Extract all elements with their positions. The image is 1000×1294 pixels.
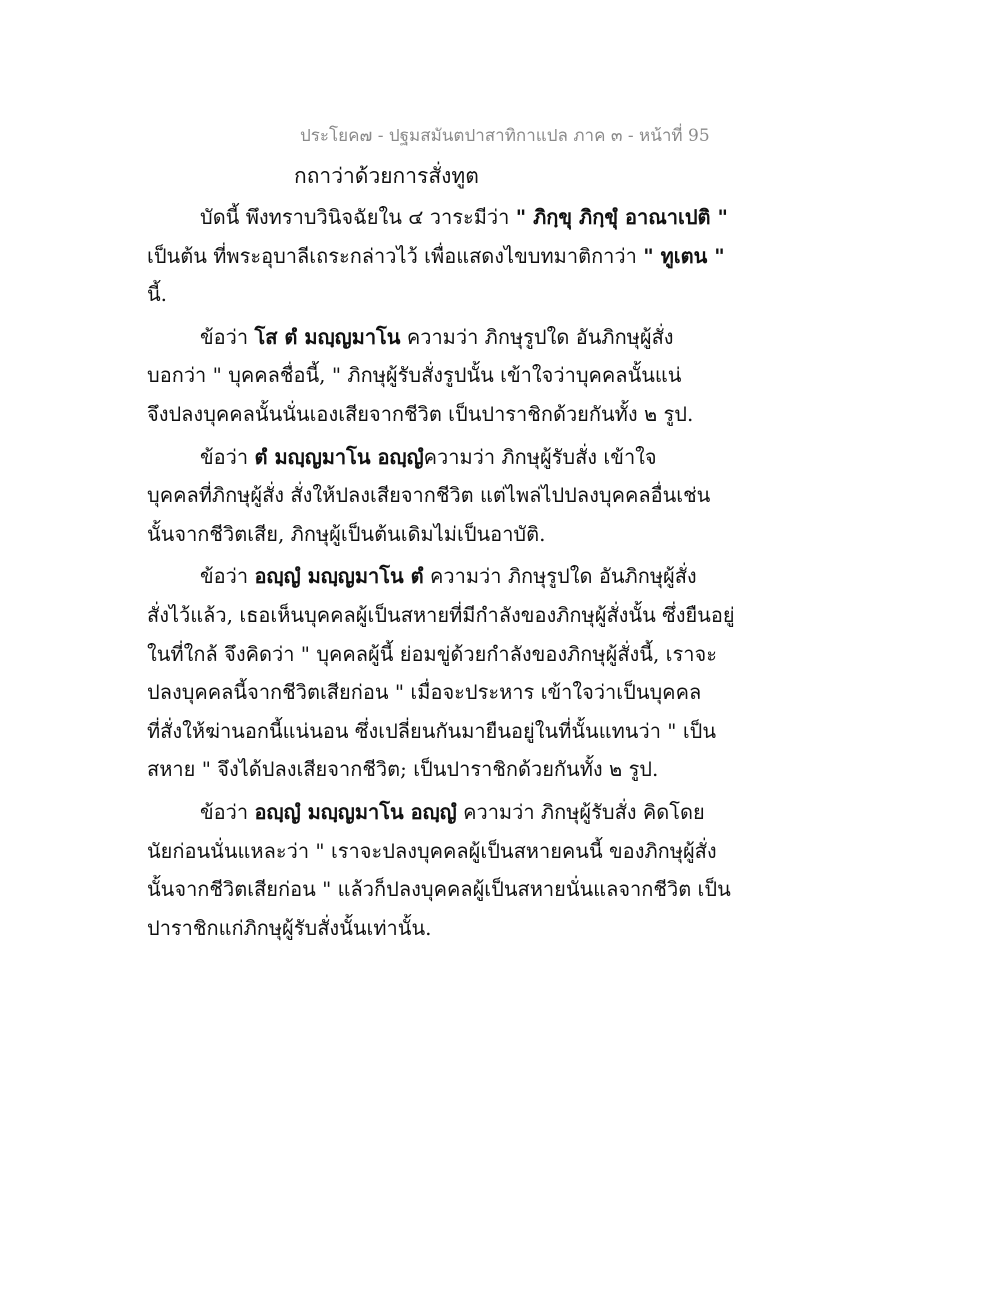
text-line: [147, 395, 717, 434]
text-run: ความว่า ภิกษุรูปใด อันภิกษุผู้สั่ง: [423, 564, 697, 589]
text-run: ปลงบุคคลนี้จากชีวิตเสียก่อน " เมื่อจะประหาร เข้าใจว่าเป็นบุคคล: [147, 680, 702, 705]
text-line: [147, 318, 717, 357]
text-run: ข้อว่า: [200, 324, 255, 349]
text-run: ข้อว่า: [200, 444, 255, 469]
text-run: สหาย " จึงได้ปลงเสียจากชีวิต; เป็นปาราชิกด้วยกันทั้ง ๒ รูป.: [147, 757, 659, 782]
text-run: นัยก่อนนั่นแหละว่า " เราจะปลงบุคคลผู้เป็นสหายคนนี้ ของภิกษุผู้สั่ง: [147, 838, 717, 863]
text-run: นั้นจากชีวิตเสียก่อน " แล้วก็ปลงบุคคลผู้เป็นสหายนั่นแลจากชีวิต เป็น: [147, 877, 731, 902]
text-run: สั่งไว้แล้ว, เธอเห็นบุคคลผู้เป็นสหายที่มีกำลังของภิกษุผู้สั่งนั้น ซึ่งยืนอยู่: [147, 602, 735, 627]
text-line: [147, 596, 735, 635]
text-run: นี้.: [147, 282, 168, 307]
text-line: [147, 712, 717, 751]
paragraph: [147, 793, 731, 947]
paragraph: [147, 198, 728, 314]
text-run: ความว่า ภิกษุผู้รับสั่ง คิดโดย: [456, 799, 705, 824]
text-run: จึงปลงบุคคลนั้นนั่นเองเสียจากชีวิต เป็นปาราชิกด้วยกันทั้ง ๒ รูป.: [147, 401, 694, 426]
paragraph: [147, 557, 735, 789]
pali-term: " ทูเตน ": [643, 243, 725, 268]
text-run: ปาราชิกแก่ภิกษุผู้รับสั่งนั้นเท่านั้น.: [147, 915, 432, 940]
text-run: เป็นต้น ที่พระอุบาลีเถระกล่าวไว้ เพื่อแสดงไขบทมาติกาว่า: [147, 243, 644, 268]
section-title: กถาว่าด้วยการสั่งทูต: [294, 164, 479, 188]
pali-term: ตํ มญฺญมาโน อญฺญํ: [254, 444, 424, 469]
text-line: [147, 356, 717, 395]
text-line: [147, 557, 717, 596]
text-line: [147, 275, 717, 314]
text-line: [147, 515, 717, 554]
text-run: บัดนี้ พึงทราบวินิจฉัยใน ๔ วาระมีว่า: [200, 205, 516, 229]
text-run: ความว่า ภิกษุรูปใด อันภิกษุผู้สั่ง: [400, 324, 674, 349]
text-run: ที่สั่งให้ฆ่านอกนี้แน่นอน ซึ่งเปลี่ยนกันมายืนอยู่ในที่นั้นแทนว่า " เป็น: [147, 718, 717, 743]
text-line: [147, 635, 717, 674]
text-line: [147, 870, 731, 909]
text-line: [147, 237, 725, 276]
pali-term: อญฺญํ มญฺญมาโน อญฺญํ: [254, 799, 457, 824]
text-line: [147, 198, 728, 237]
text-line: [147, 438, 717, 477]
body-text: [147, 198, 735, 947]
text-line: [147, 832, 717, 871]
pali-term: อญฺญํ มญฺญมาโน ตํ: [254, 564, 424, 589]
text-run: ในที่ใกล้ จึงคิดว่า " บุคคลผู้นี้ ย่อมขู่ด้วยกำลังของภิกษุผู้สั่งนี้, เราจะ: [147, 641, 717, 666]
pali-term: " ภิกฺขุ ภิกฺขุํ อาณาเปติ ": [515, 205, 728, 229]
pali-term: โส ตํ มญฺญมาโน: [254, 324, 401, 349]
text-line: [147, 476, 717, 515]
text-run: บุคคลที่ภิกษุผู้สั่ง สั่งให้ปลงเสียจากชีวิต แต่ไพล่ไปปลงบุคคลอื่นเช่น: [147, 483, 711, 508]
running-header: ประโยค๗ - ปฐมสมันตปาสาทิกาแปล ภาค ๓ - หน้าที่ 95: [300, 126, 710, 146]
text-run: ข้อว่า: [200, 799, 255, 824]
text-line: [147, 909, 717, 948]
text-line: [147, 793, 717, 832]
paragraph: [147, 438, 717, 554]
paragraph: [147, 318, 717, 434]
text-run: นั้นจากชีวิตเสีย, ภิกษุผู้เป็นต้นเดิมไม่เป็นอาบัติ.: [147, 521, 546, 546]
text-line: [147, 673, 717, 712]
text-line: [147, 750, 717, 789]
text-run: บอกว่า " บุคคลชื่อนี้, " ภิกษุผู้รับสั่งรูปนั้น เข้าใจว่าบุคคลนั้นแน่: [147, 363, 682, 388]
text-run: ความว่า ภิกษุผู้รับสั่ง เข้าใจ: [423, 444, 657, 469]
text-run: ข้อว่า: [200, 564, 255, 589]
